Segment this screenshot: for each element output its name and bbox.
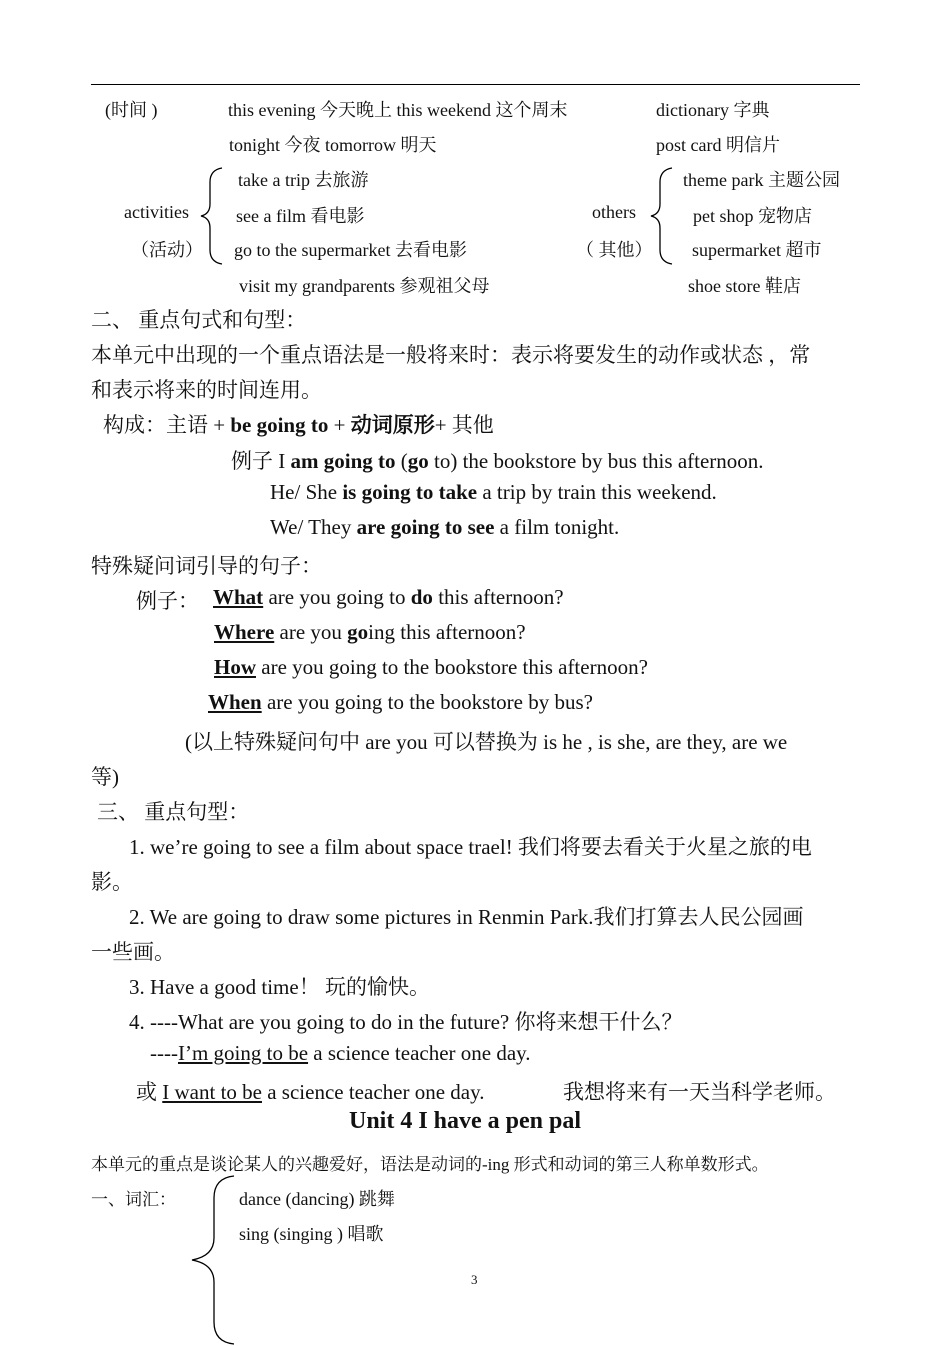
others-cn-label: （ 其他） — [576, 240, 653, 260]
wh-question-where — [214, 620, 526, 645]
alt-underlined: I want to be — [162, 1080, 262, 1104]
vocab-this-evening: this evening 今天晚上 this weekend 这个周末 — [228, 100, 568, 120]
sentence-1-line2: 影。 — [91, 870, 133, 894]
others-label: others — [592, 202, 636, 222]
activity-item: see a film 看电影 — [236, 206, 365, 226]
sentence-1-line1: 1. we’re going to see a film about space trael! 我们将要去看关于火星之旅的电 — [129, 835, 812, 859]
unit4-vocab-item: sing (singing ) 唱歌 — [239, 1224, 384, 1244]
example-label: 例子 I — [231, 449, 291, 473]
activity-item: go to the supermarket 去看电影 — [234, 240, 467, 260]
wh-question-when — [208, 690, 593, 715]
answer-underlined: I’m going to be — [177, 1041, 309, 1065]
example-bold: am going to — [290, 449, 396, 473]
wh-bold: do — [410, 585, 433, 609]
wh-text: are you going to — [263, 585, 411, 609]
formula-prefix: 构成：主语 + — [103, 413, 231, 437]
unit4-intro: 本单元的重点是谈论某人的兴趣爱好，语法是动词的-ing 形式和动词的第三人称单数形式。 — [91, 1155, 769, 1174]
note-line1: (以上特殊疑问句中 are you 可以替换为 is he , is she, are they, are we — [185, 730, 788, 754]
activities-brace — [198, 166, 228, 266]
vocab-dictionary: dictionary 字典 — [656, 100, 770, 120]
formula-plus: + — [328, 413, 351, 437]
section2-intro-line1: 本单元中出现的一个重点语法是一般将来时：表示将要发生的动作或状态 ，常 — [91, 343, 811, 367]
unit4-vocab-item: dance (dancing) 跳舞 — [239, 1189, 395, 1209]
activities-label: activities — [124, 202, 189, 222]
answer-dash: ---- — [150, 1041, 178, 1065]
sentence-3: 3. Have a good time！ 玩的愉快。 — [129, 975, 430, 999]
wh-text: this afternoon? — [432, 585, 564, 609]
sentence-4-alt — [136, 1076, 484, 1106]
alt-text: a science teacher one day. — [261, 1080, 485, 1104]
sentence-4-answer — [150, 1041, 531, 1066]
activity-item: take a trip 去旅游 — [238, 170, 369, 190]
sentence-4: 4. ----What are you going to do in the future? 你将来想干什么？ — [129, 1010, 683, 1034]
unit4-title: Unit 4 I have a pen pal — [349, 1108, 582, 1134]
others-item: shoe store 鞋店 — [688, 276, 801, 296]
sentence-2-line2: 一些画。 — [91, 940, 175, 964]
section2-heading: 二、 重点句式和句型： — [91, 308, 307, 332]
example-bold: go — [407, 449, 429, 473]
activities-cn-label: （活动） — [131, 240, 203, 260]
wh-text: ing this afternoon? — [368, 620, 526, 644]
wh-heading: 特殊疑问词引导的句子： — [91, 554, 322, 578]
unit4-vocab-label: 一、词汇： — [91, 1190, 176, 1209]
wh-bold: go — [347, 620, 369, 644]
header-rule — [91, 84, 860, 85]
wh-word: How — [214, 655, 256, 679]
wh-text: are you going to the bookstore this afternoon? — [256, 655, 648, 679]
formula-suffix: + 其他 — [434, 413, 494, 437]
others-brace — [648, 166, 678, 266]
wh-question-what — [213, 585, 564, 610]
wh-word: Where — [214, 620, 275, 644]
others-item: pet shop 宠物店 — [693, 206, 812, 226]
alt-prefix: 或 — [136, 1080, 163, 1104]
example-1 — [231, 445, 764, 475]
note-line2: 等) — [91, 765, 119, 789]
unit4-brace — [188, 1174, 238, 1346]
example-2 — [270, 480, 717, 505]
wh-example-label: 例子： — [136, 589, 199, 613]
wh-question-how — [214, 655, 648, 680]
sentence-2-line1: 2. We are going to draw some pictures in Renmin Park.我们打算去人民公园画 — [129, 905, 804, 929]
others-item: theme park 主题公园 — [683, 170, 840, 190]
example-text: a film tonight. — [494, 515, 620, 539]
vocab-postcard: post card 明信片 — [656, 135, 780, 155]
activity-item: visit my grandparents 参观祖父母 — [239, 276, 490, 296]
example-3 — [270, 515, 619, 540]
section3-heading: 三、 重点句型： — [97, 800, 250, 824]
others-item: supermarket 超市 — [692, 240, 822, 260]
example-text: to) the bookstore by bus this afternoon. — [428, 449, 764, 473]
time-label: (时间 ) — [105, 100, 158, 120]
example-bold: is going to take — [342, 480, 478, 504]
wh-text: are you — [274, 620, 348, 644]
formula-verb: 动词原形 — [350, 413, 435, 437]
formula-be-going-to: be going to — [230, 413, 329, 437]
wh-text: are you going to the bookstore by bus? — [261, 690, 593, 714]
example-text: We/ They — [270, 515, 357, 539]
vocab-tonight: tonight 今夜 tomorrow 明天 — [229, 135, 437, 155]
answer-text: a science teacher one day. — [308, 1041, 531, 1065]
example-bold: are going to see — [356, 515, 495, 539]
sentence-4-alt-cn: 我想将来有一天当科学老师。 — [563, 1080, 836, 1104]
wh-word: What — [213, 585, 264, 609]
example-text: a trip by train this weekend. — [477, 480, 717, 504]
section2-intro-line2: 和表示将来的时间连用。 — [91, 378, 322, 402]
example-text: He/ She — [270, 480, 343, 504]
page-number: 3 — [471, 1272, 478, 1287]
formula-line — [103, 409, 494, 439]
example-text: ( — [395, 449, 408, 473]
wh-word: When — [208, 690, 262, 714]
